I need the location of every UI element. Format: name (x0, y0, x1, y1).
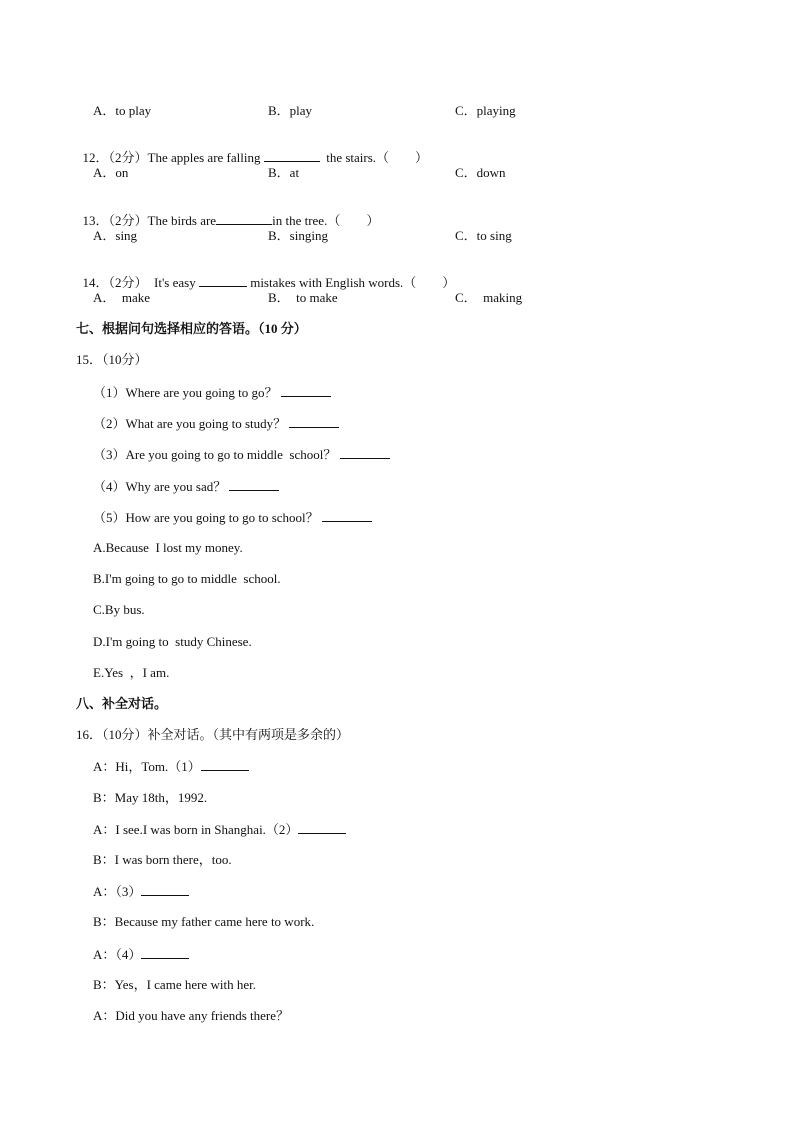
q14-option-c: C． making (455, 290, 523, 305)
q15-question-4-text: （4）Why are you sad？ (93, 479, 230, 494)
q16-blank-1 (201, 758, 249, 771)
q11-option-b: B．play (268, 103, 313, 118)
q15-question-3-text: （3）Are you going to go to middle school？ (93, 447, 340, 462)
q15-question-1 (93, 384, 331, 401)
q16-header: 16．（10分）补全对话。（其中有两项是多余的） (76, 727, 350, 742)
q15-blank-2 (289, 415, 339, 428)
q16-line-1-text: A：Hi，Tom.（1） (93, 759, 201, 774)
q11-option-c: C．playing (455, 103, 516, 118)
q12-option-b: B．at (268, 165, 300, 180)
q16-blank-4 (141, 946, 189, 959)
q15-answer-c: C.By bus. (93, 602, 145, 617)
q15-answer-a: A.Because I lost my money. (93, 540, 243, 555)
q16-line-9: A：Did you have any friends there？ (93, 1008, 290, 1023)
q16-line-8: B：Yes，I came here with her. (93, 977, 256, 992)
q15-question-1-text: （1）Where are you going to go？ (93, 385, 281, 400)
q12-text-after: the stairs.（ ） (319, 150, 429, 165)
q14-answer-blank (199, 274, 247, 287)
q15-question-3 (93, 446, 390, 463)
q16-line-6: B：Because my father came here to work. (93, 914, 315, 929)
q11-option-a: A．to play (93, 103, 152, 118)
q16-line-3 (93, 821, 346, 838)
q14-option-a: A． make (93, 290, 151, 305)
q15-question-5 (93, 509, 372, 526)
q16-line-5-text: A：（3） (93, 884, 142, 899)
q12-text-before: 12．（2分）The apples are falling (82, 150, 264, 165)
q13-option-a: A．sing (93, 228, 138, 243)
q12-stem (76, 133, 428, 166)
q14-text-before: 14．（2分） It's easy (82, 275, 199, 290)
q13-text-before: 13．（2分）The birds are (82, 213, 217, 228)
q15-question-2-text: （2）What are you going to study？ (93, 416, 290, 431)
q15-blank-3 (340, 446, 390, 459)
q16-line-7 (93, 946, 189, 963)
q15-blank-5 (322, 509, 372, 522)
q15-header: 15．（10分） (76, 352, 148, 367)
q13-text-after: in the tree.（ ） (272, 213, 380, 228)
section-8-heading: 八、补全对话。 (76, 696, 168, 711)
q15-blank-1 (281, 384, 331, 397)
q16-line-7-text: A：（4） (93, 947, 142, 962)
q13-answer-blank (216, 212, 272, 225)
q16-line-1 (93, 758, 249, 775)
q14-option-b: B． to make (268, 290, 338, 305)
q13-stem (76, 196, 379, 229)
q15-question-4 (93, 478, 279, 495)
q15-answer-e: E.Yes ，I am. (93, 665, 170, 680)
q16-line-4: B：I was born there，too. (93, 852, 232, 867)
q15-question-2 (93, 415, 339, 432)
q16-line-3-text: A：I see.I was born in Shanghai.（2） (93, 822, 299, 837)
q15-answer-b: B.I'm going to go to middle school. (93, 571, 281, 586)
q14-stem (76, 258, 455, 291)
q15-answer-d: D.I'm going to study Chinese. (93, 634, 252, 649)
q12-answer-blank (264, 149, 320, 162)
q14-text-after: mistakes with English words.（ ） (246, 275, 456, 290)
section-7-heading: 七、根据问句选择相应的答语。（10 分） (76, 321, 307, 336)
q13-option-b: B．singing (268, 228, 328, 243)
q16-blank-3 (141, 883, 189, 896)
q13-option-c: C．to sing (455, 228, 512, 243)
q15-question-5-text: （5）How are you going to go to school？ (93, 510, 322, 525)
q16-line-2: B：May 18th，1992. (93, 790, 208, 805)
q16-blank-2 (298, 821, 346, 834)
q12-option-a: A．on (93, 165, 129, 180)
q15-blank-4 (229, 478, 279, 491)
q12-option-c: C．down (455, 165, 506, 180)
q16-line-5 (93, 883, 189, 900)
